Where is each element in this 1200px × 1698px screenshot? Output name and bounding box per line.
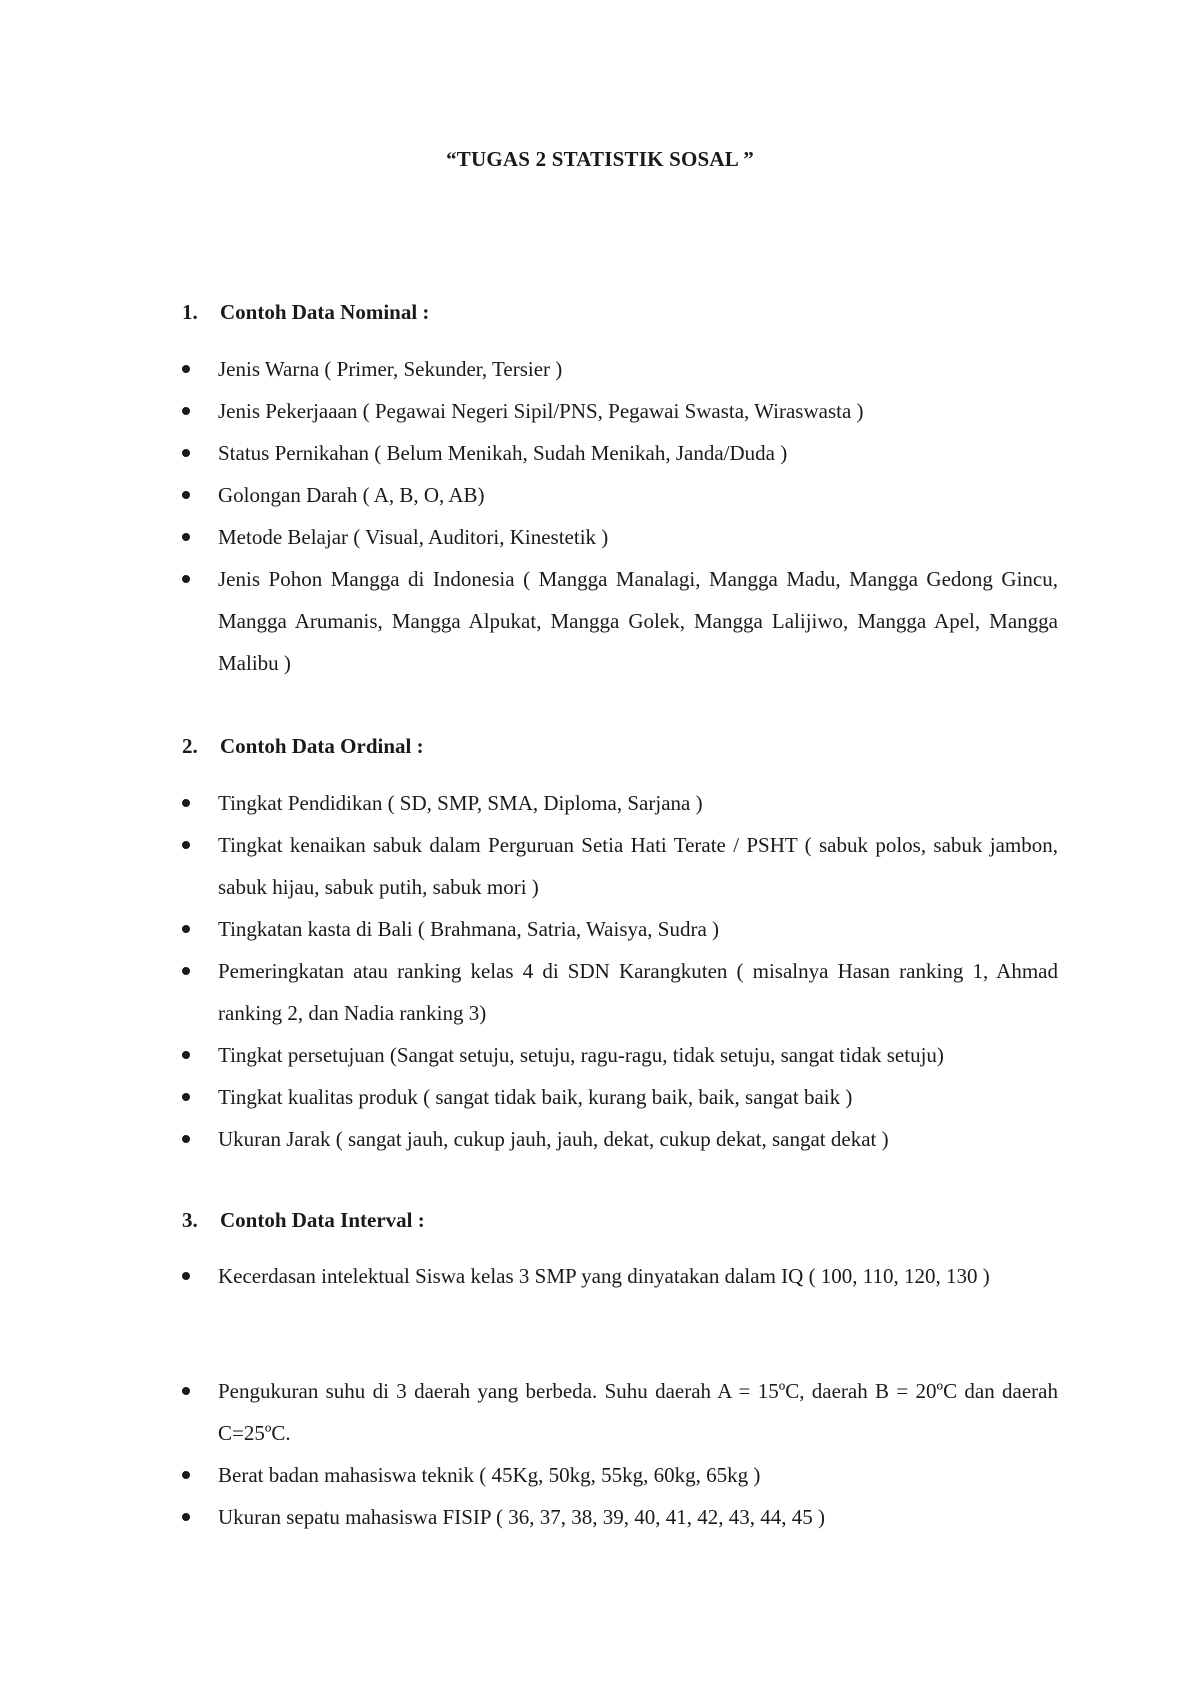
bullet-icon <box>182 1272 190 1280</box>
section-heading-interval <box>182 1208 425 1233</box>
bullet-icon <box>182 1513 190 1521</box>
bullet-icon <box>182 799 190 807</box>
list-item: Tingkatan kasta di Bali ( Brahmana, Satria, Waisya, Sudra ) <box>218 908 1058 950</box>
list-item: Tingkat Pendidikan ( SD, SMP, SMA, Diploma, Sarjana ) <box>218 782 1058 824</box>
list-item: Tingkat kualitas produk ( sangat tidak baik, kurang baik, baik, sangat baik ) <box>218 1076 1058 1118</box>
list-item: Jenis Pekerjaaan ( Pegawai Negeri Sipil/PNS, Pegawai Swasta, Wiraswasta ) <box>218 390 1058 432</box>
bullet-icon <box>182 365 190 373</box>
section-number: 1. <box>182 300 198 324</box>
section-number: 3. <box>182 1208 198 1232</box>
list-item: Jenis Warna ( Primer, Sekunder, Tersier ) <box>218 348 1058 390</box>
list-item: Ukuran sepatu mahasiswa FISIP ( 36, 37, 38, 39, 40, 41, 42, 43, 44, 45 ) <box>218 1496 1058 1538</box>
list-item: Metode Belajar ( Visual, Auditori, Kinestetik ) <box>218 516 1058 558</box>
bullet-icon <box>182 1387 190 1395</box>
bullet-icon <box>182 407 190 415</box>
section-heading-nominal <box>182 300 429 325</box>
bullet-icon <box>182 533 190 541</box>
bullet-icon <box>182 1093 190 1101</box>
list-item: Jenis Pohon Mangga di Indonesia ( Mangga Manalagi, Mangga Madu, Mangga Gedong Gincu, Mangga Arumanis, Mangga Alpukat, Mangga Golek, Mangga Lalijiwo, Mangga Apel, Mangga Malibu ) <box>218 558 1058 684</box>
section-heading-text: Contoh Data Ordinal : <box>220 734 424 758</box>
document-title: “TUGAS 2 STATISTIK SOSAL ” <box>446 147 754 171</box>
bullet-icon <box>182 1471 190 1479</box>
section-number: 2. <box>182 734 198 758</box>
list-item: Ukuran Jarak ( sangat jauh, cukup jauh, jauh, dekat, cukup dekat, sangat dekat ) <box>218 1118 1058 1160</box>
section-heading-text: Contoh Data Interval : <box>220 1208 425 1232</box>
list-item: Tingkat persetujuan (Sangat setuju, setuju, ragu-ragu, tidak setuju, sangat tidak setuju) <box>218 1034 1058 1076</box>
bullet-icon <box>182 967 190 975</box>
section-heading-ordinal <box>182 734 424 759</box>
bullet-icon <box>182 1135 190 1143</box>
list-item: Pengukuran suhu di 3 daerah yang berbeda. Suhu daerah A = 15ºC, daerah B = 20ºC dan daerah C=25ºC. <box>218 1370 1058 1454</box>
bullet-icon <box>182 449 190 457</box>
bullet-icon <box>182 491 190 499</box>
bullet-icon <box>182 925 190 933</box>
list-item: Status Pernikahan ( Belum Menikah, Sudah Menikah, Janda/Duda ) <box>218 432 1058 474</box>
list-item: Berat badan mahasiswa teknik ( 45Kg, 50kg, 55kg, 60kg, 65kg ) <box>218 1454 1058 1496</box>
list-item: Pemeringkatan atau ranking kelas 4 di SDN Karangkuten ( misalnya Hasan ranking 1, Ahmad ranking 2, dan Nadia ranking 3) <box>218 950 1058 1034</box>
section-heading-text: Contoh Data Nominal : <box>220 300 430 324</box>
bullet-icon <box>182 575 190 583</box>
list-item: Kecerdasan intelektual Siswa kelas 3 SMP yang dinyatakan dalam IQ ( 100, 110, 120, 130 ) <box>218 1250 1058 1302</box>
list-item: Tingkat kenaikan sabuk dalam Perguruan Setia Hati Terate / PSHT ( sabuk polos, sabuk jambon, sabuk hijau, sabuk putih, sabuk mori ) <box>218 824 1058 908</box>
bullet-icon <box>182 1051 190 1059</box>
bullet-icon <box>182 841 190 849</box>
list-item: Golongan Darah ( A, B, O, AB) <box>218 474 1058 516</box>
